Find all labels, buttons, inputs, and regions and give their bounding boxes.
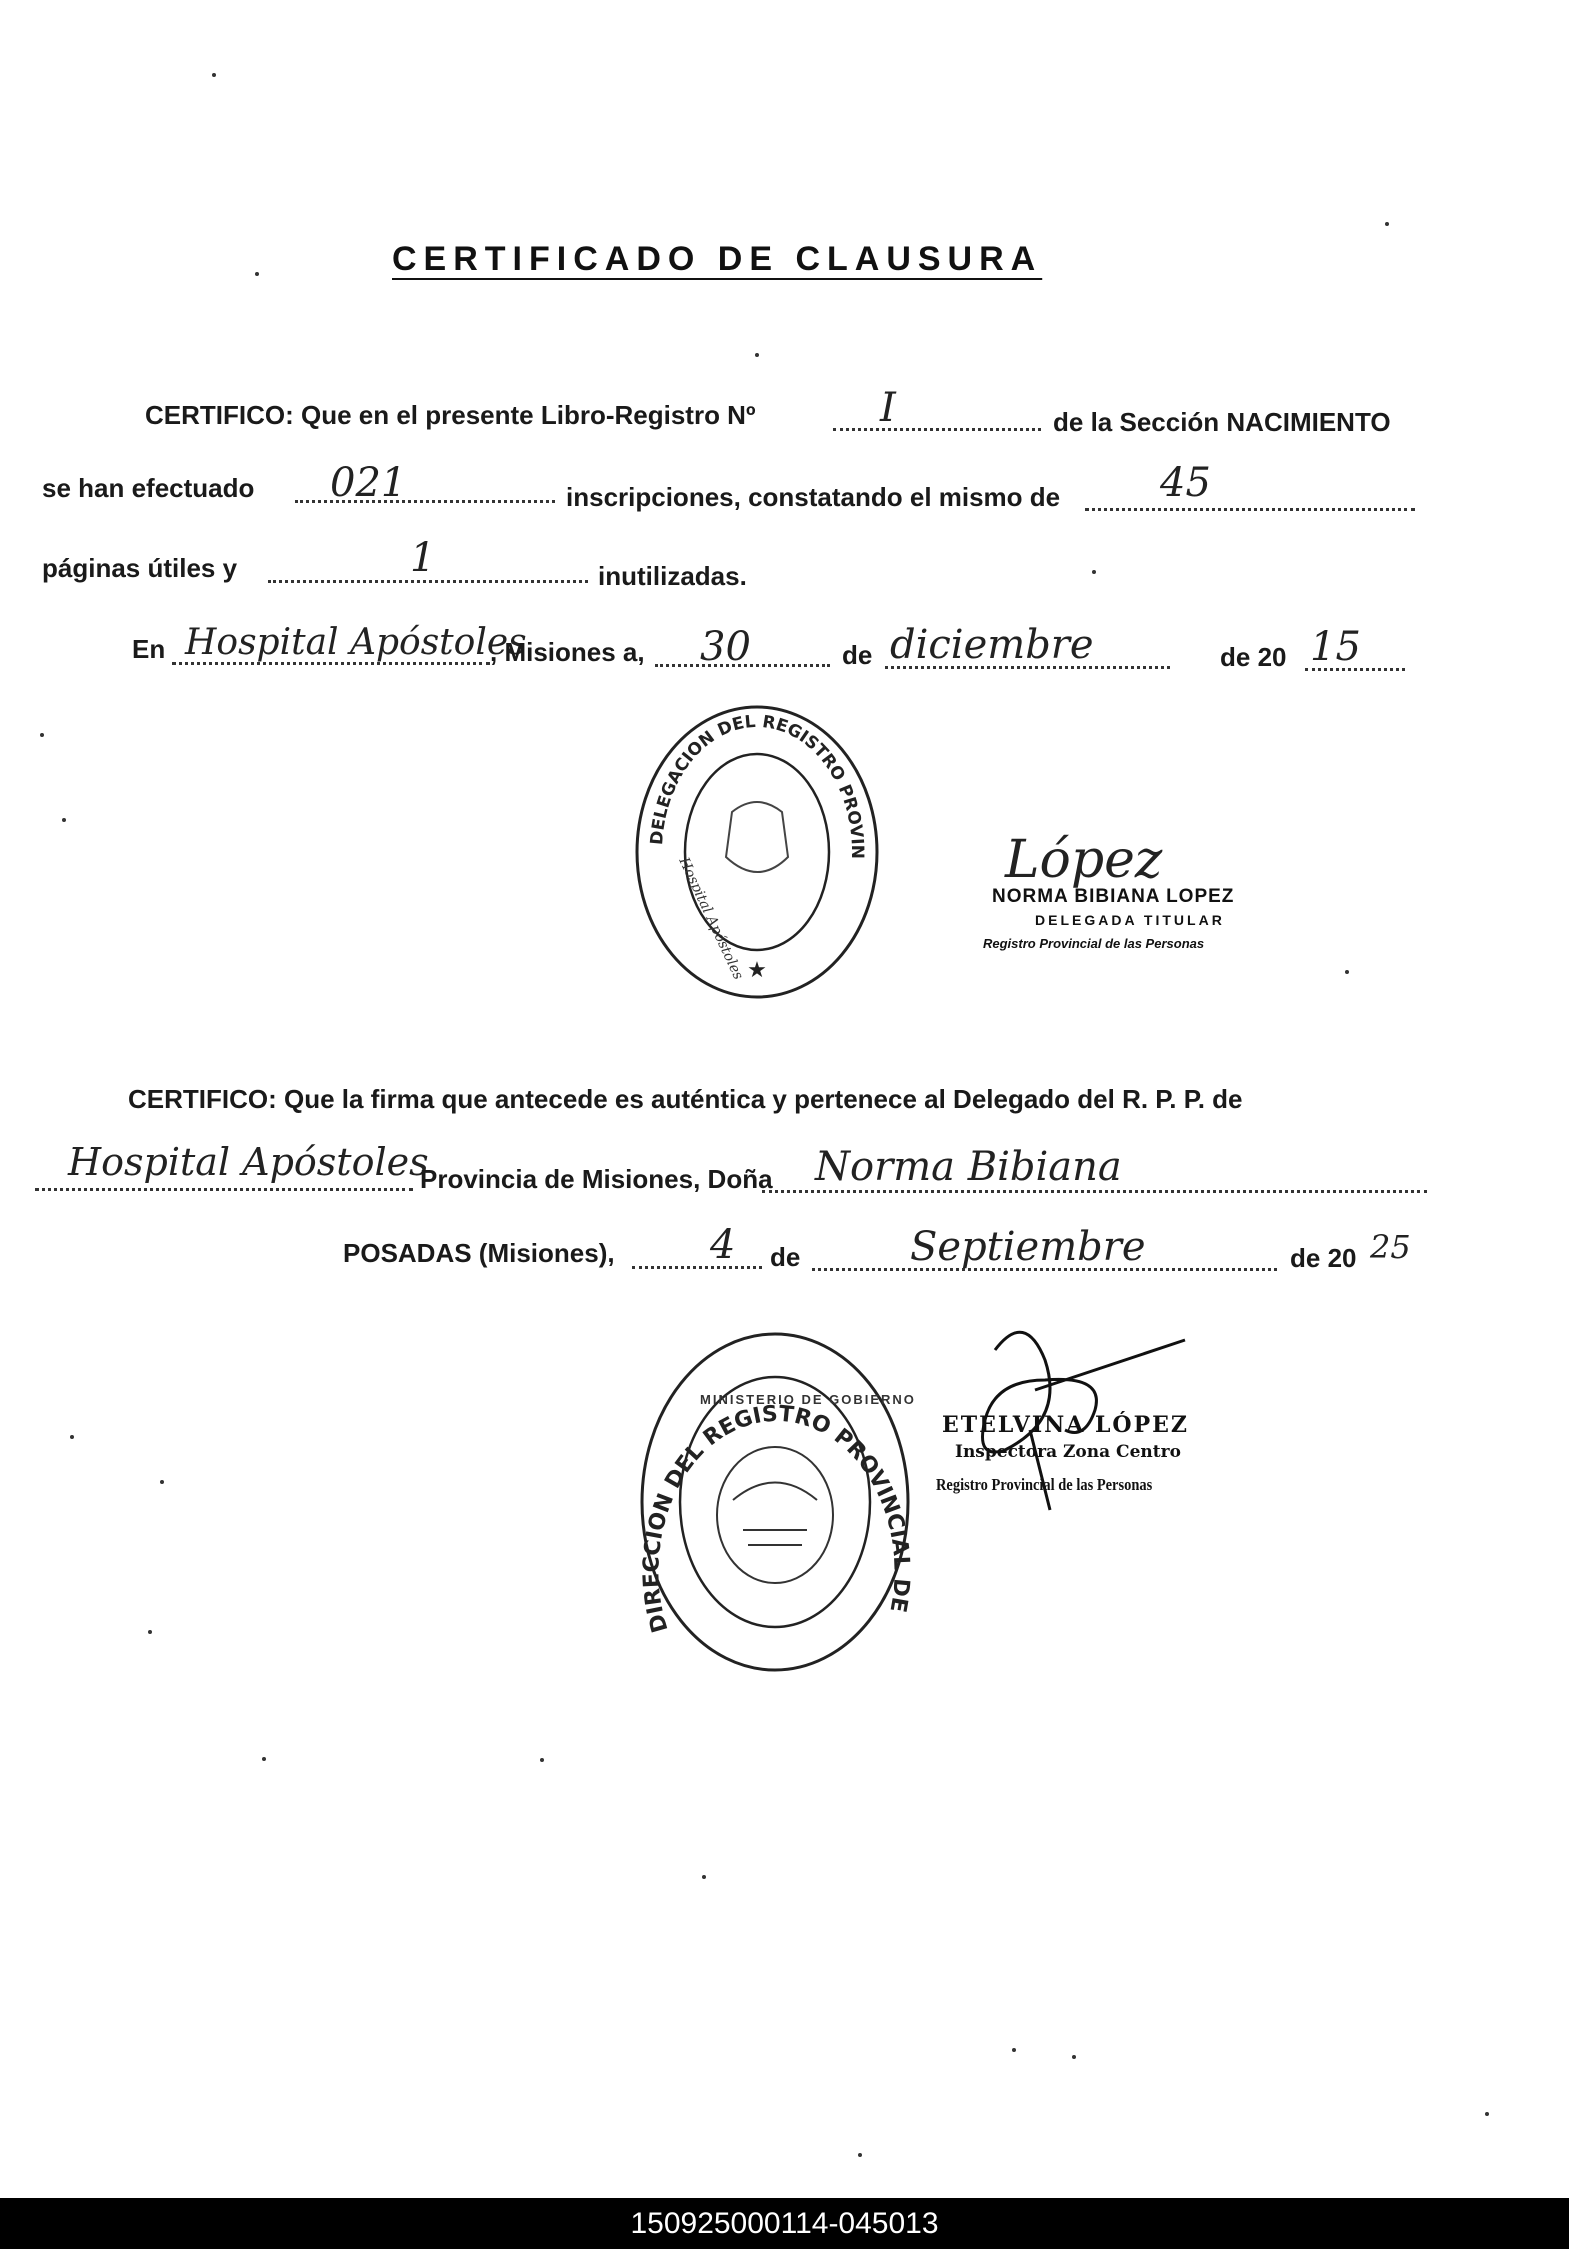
seal-registro-provincial	[624, 687, 882, 1002]
anio-2: 25	[1370, 1228, 1411, 1266]
anio-1: 15	[1310, 624, 1361, 670]
seal2-arc-text: DIRECCION DEL REGISTRO PROVINCIAL DE LAS PERSONAS	[628, 1311, 914, 1636]
lugar-2-handwritten: Hospital Apóstoles	[68, 1140, 429, 1184]
scan-speck	[1385, 222, 1389, 226]
signature1-org: Registro Provincial de las Personas	[983, 936, 1205, 951]
document-id-code: 150925000114-045013	[630, 2207, 939, 2240]
seal1-inner-text: Hospital Apóstoles	[675, 855, 747, 983]
signature1-role: DELEGADA TITULAR	[1035, 912, 1225, 928]
inscripciones-count: 021	[330, 460, 407, 506]
scan-speck	[70, 1435, 74, 1439]
scan-speck	[858, 2153, 862, 2157]
scan-speck	[1485, 2112, 1489, 2116]
seal2-inner-text: MINISTERIO DE GOBIERNO	[700, 1392, 916, 1407]
dia-2: 4	[710, 1222, 736, 1268]
dotted-fill	[1085, 508, 1415, 511]
para1-line4-de: de	[842, 640, 873, 670]
document-id-bar	[0, 2198, 1569, 2249]
nombre-handwritten: Norma Bibiana	[815, 1144, 1122, 1190]
scan-speck	[755, 353, 759, 357]
scan-speck	[1072, 2055, 1076, 2059]
svg-text:DIRECCION DEL REGISTRO PROVINC	[629, 1311, 914, 1635]
scan-speck	[212, 73, 216, 77]
scan-speck	[40, 733, 44, 737]
dia-1: 30	[700, 624, 751, 670]
mes-1: diciembre	[890, 622, 1094, 668]
svg-text:DELEGACION DEL REGISTRO PROVIN	[625, 687, 867, 859]
inutilizadas-count: 1	[410, 535, 436, 581]
para2-line3-de20: de 20	[1290, 1243, 1357, 1273]
paginas-count: 45	[1160, 460, 1211, 506]
seal1-arc-text: DELEGACION DEL REGISTRO PROVINCIAL DE LAS PERSONAS	[624, 687, 868, 859]
dotted-fill	[35, 1188, 413, 1191]
svg-text:★: ★	[747, 957, 767, 982]
dotted-fill	[833, 428, 1041, 431]
para1-line3-end: inutilizadas.	[598, 561, 747, 591]
scan-speck	[255, 272, 259, 276]
document-title: CERTIFICADO DE CLAUSURA	[392, 240, 1043, 278]
dotted-fill	[762, 1190, 1427, 1193]
libro-numero: I	[880, 385, 896, 431]
para1-line1-start: CERTIFICO: Que en el presente Libro-Registro Nº	[145, 400, 756, 430]
para1-line1-end: de la Sección NACIMIENTO	[1053, 407, 1391, 437]
para1-line4-de20: de 20	[1220, 642, 1287, 672]
scan-speck	[1345, 970, 1349, 974]
para2-line3-start: POSADAS (Misiones),	[343, 1238, 615, 1268]
lugar-handwritten: Hospital Apóstoles	[185, 622, 527, 663]
para2-line2-start: Provincia de Misiones, Doña	[420, 1164, 773, 1194]
scan-speck	[702, 1875, 706, 1879]
para1-line2-mid: inscripciones, constatando el mismo de	[566, 482, 1061, 512]
scan-speck	[160, 1480, 164, 1484]
signature2-role: Inspectora Zona Centro	[955, 1442, 1181, 1462]
dotted-fill	[632, 1266, 762, 1269]
seal-direccion-registro	[628, 1311, 914, 1675]
scan-speck	[1092, 570, 1096, 574]
para1-line2-start: se han efectuado	[42, 473, 255, 503]
para2-line3-de: de	[770, 1242, 801, 1272]
scan-speck	[1012, 2048, 1016, 2052]
signature1-scribble: López	[1005, 830, 1163, 890]
para1-line3-start: páginas útiles y	[42, 553, 238, 583]
para1-line4-misiones: , Misiones a,	[490, 637, 645, 667]
signature1-name: NORMA BIBIANA LOPEZ	[992, 886, 1235, 907]
mes-2: Septiembre	[910, 1224, 1146, 1270]
signature2-name: ETELVINA LÓPEZ	[942, 1412, 1189, 1438]
para2-line1: CERTIFICO: Que la firma que antecede es auténtica y pertenece al Delegado del R. P. P. de	[128, 1084, 1243, 1114]
scan-speck	[148, 1630, 152, 1634]
scan-speck	[62, 818, 66, 822]
para1-line4-start: En	[132, 634, 166, 664]
scan-speck	[540, 1758, 544, 1762]
scan-speck	[262, 1757, 266, 1761]
signature2-org: Registro Provincial de las Personas	[936, 1475, 1153, 1494]
